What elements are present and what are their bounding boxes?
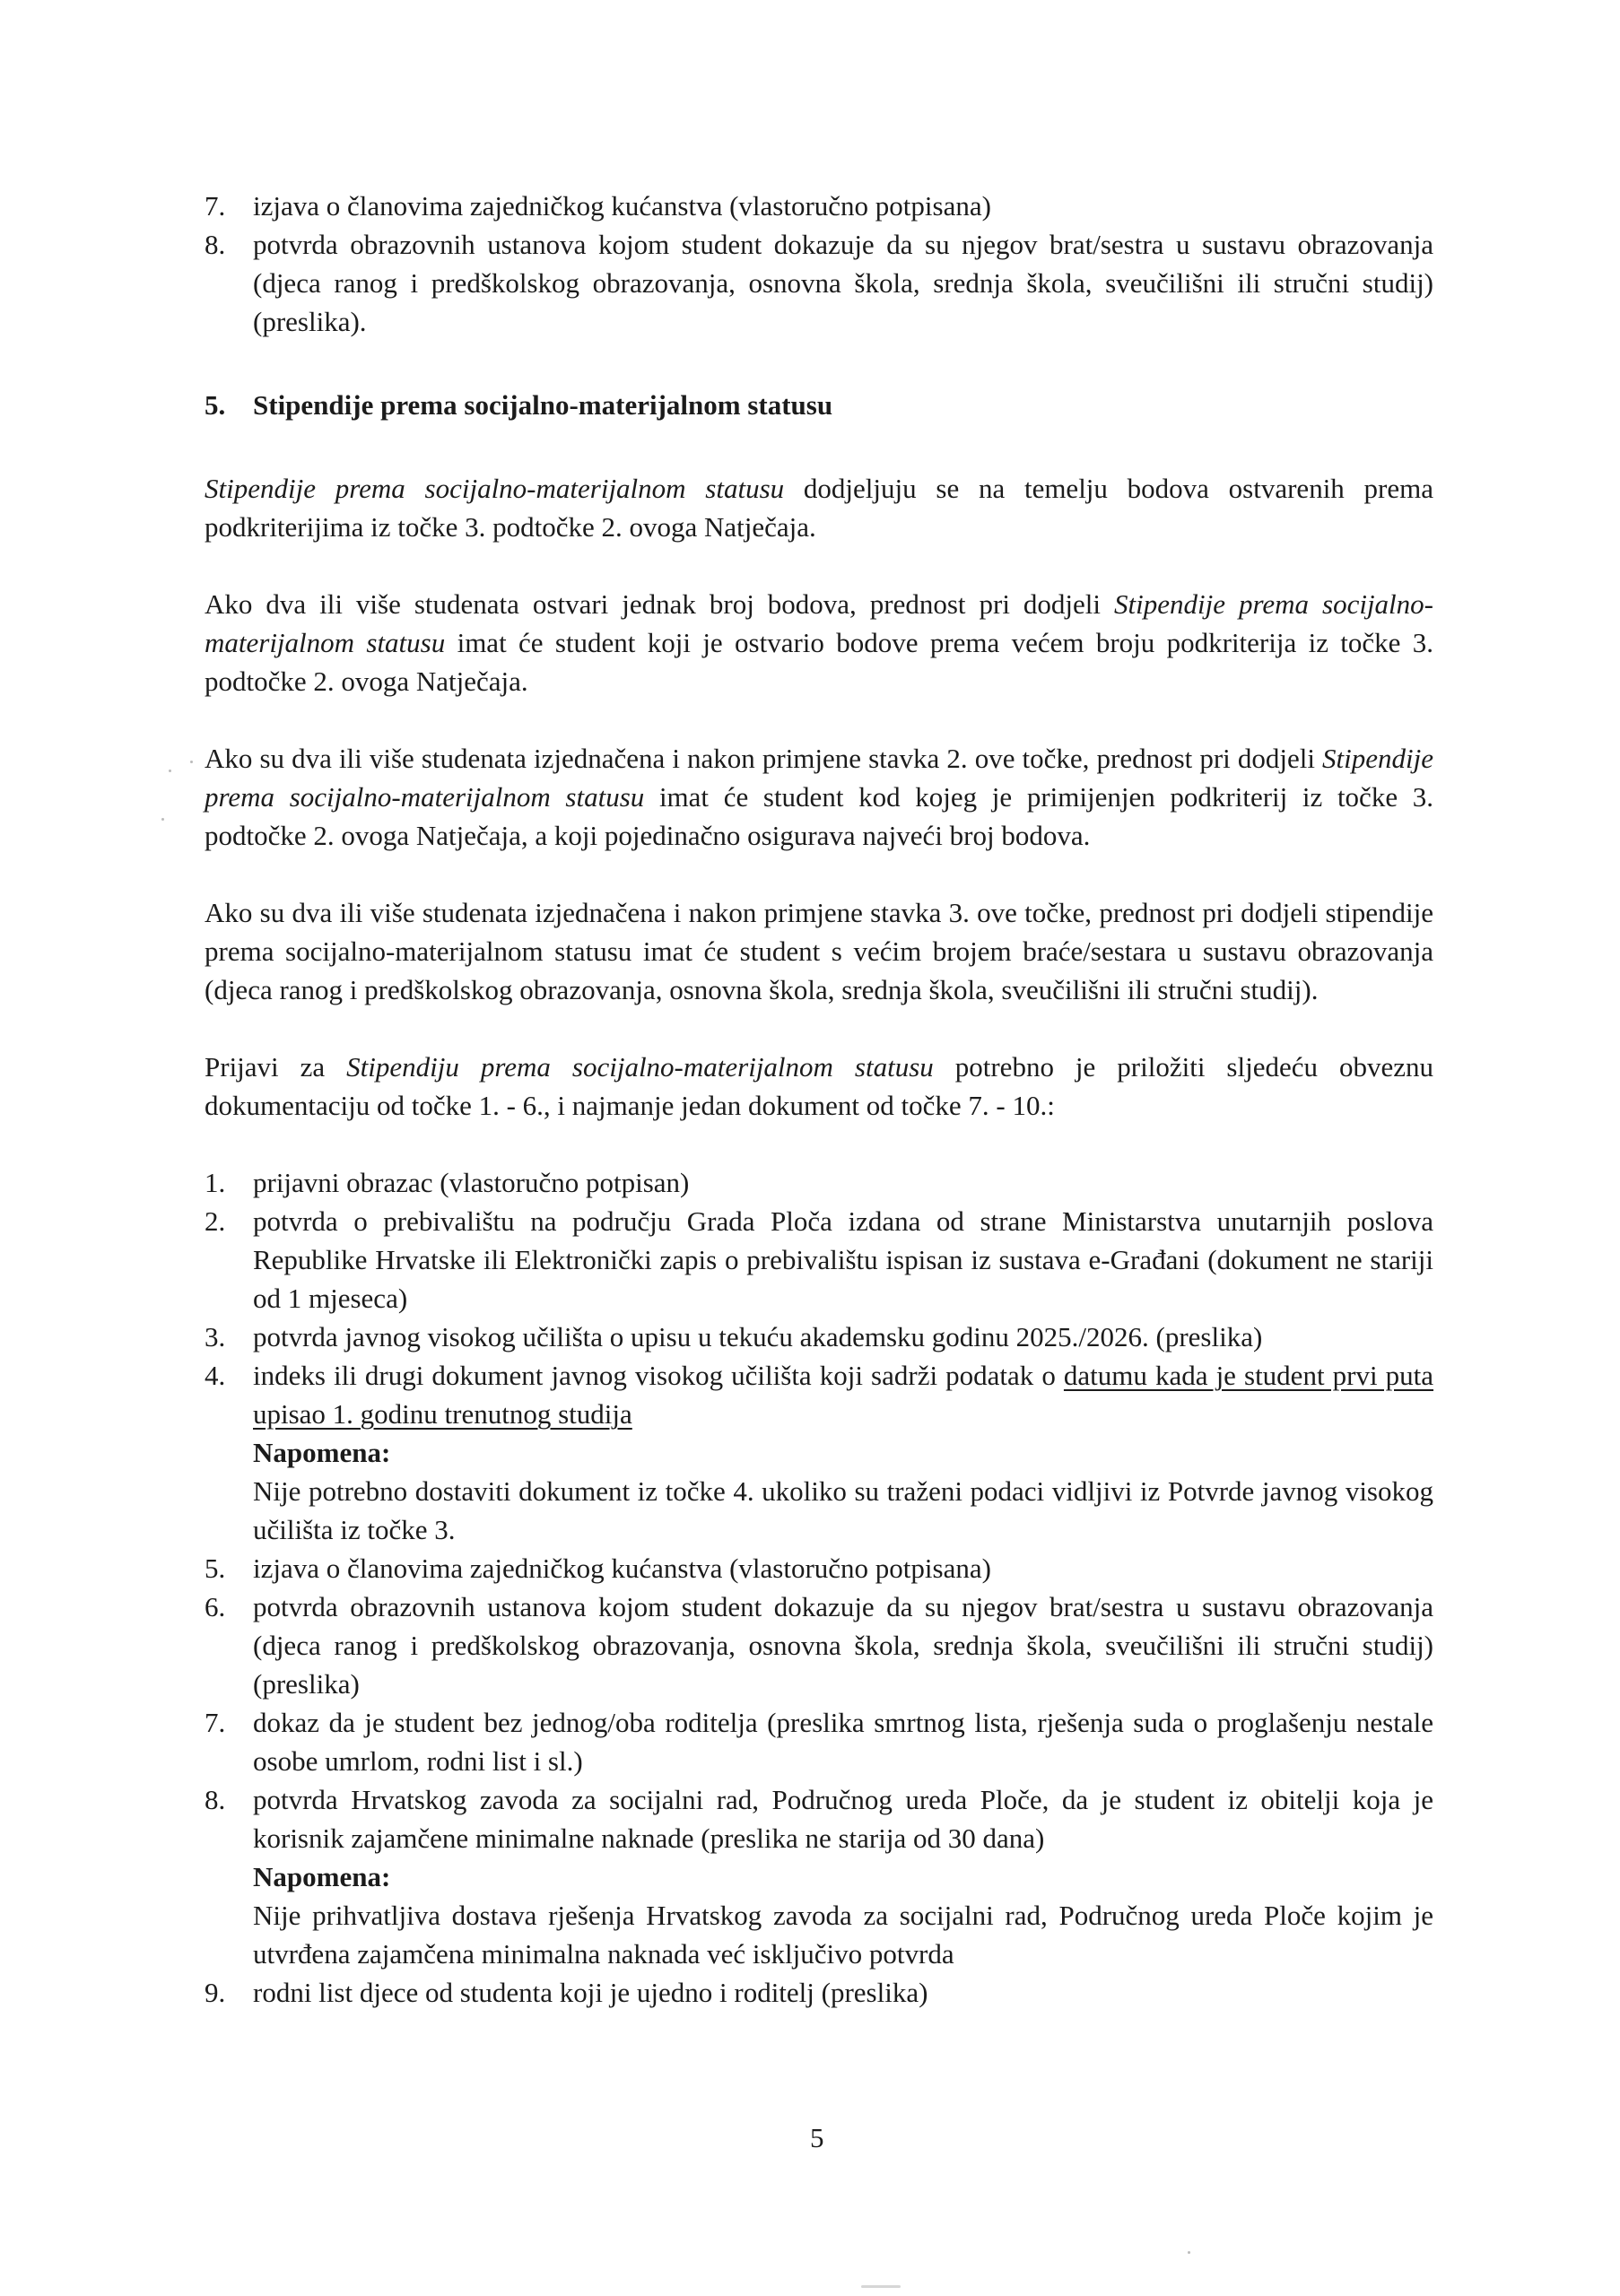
document-page bbox=[205, 187, 1433, 2012]
list-text: potvrda javnog visokog učilišta o upisu u tekuću akademsku godinu 2025./2026. (preslika) bbox=[253, 1321, 1263, 1352]
italic-term: Stipendije prema socijalno-materijalnom statusu bbox=[205, 473, 785, 504]
scan-speck bbox=[169, 770, 171, 772]
italic-term: Stipendije prema socijalno-materijalnom statusu bbox=[205, 588, 1433, 658]
list-number: 8. bbox=[205, 229, 226, 260]
list-number: 1. bbox=[205, 1167, 226, 1198]
note-label: Napomena: bbox=[253, 1437, 391, 1468]
paragraph-text: imat će student koji je ostvario bodove prema većem broju podkriterija iz točke 3. podtočke 2. ovoga Natječaja. bbox=[205, 627, 1434, 697]
list-text: prijavni obrazac (vlastoručno potpisan) bbox=[253, 1167, 690, 1198]
list-item bbox=[205, 1780, 1433, 1973]
list-text: indeks ili drugi dokument javnog visokog učilišta koji sadrži podatak o bbox=[253, 1360, 1064, 1391]
section-heading bbox=[205, 386, 1433, 424]
list-item bbox=[205, 1318, 1433, 1356]
scan-speck bbox=[161, 818, 164, 821]
scan-speck bbox=[190, 761, 193, 763]
list-item bbox=[205, 1703, 1433, 1780]
underlined-text: datumu kada je student prvi puta upisao 1. godinu trenutnog studija bbox=[253, 1360, 1434, 1430]
italic-term: Stipendiju prema socijalno-materijalnom statusu bbox=[346, 1051, 934, 1083]
list-item bbox=[205, 225, 1433, 341]
list-text: potvrda obrazovnih ustanova kojom student dokazuje da su njegov brat/sestra u sustavu obrazovanja (djeca ranog i predškolskog obrazovanja, osnovna škola, srednja škola, sveučilišni ili stručni studij) (preslika). bbox=[253, 229, 1433, 337]
list-text: rodni list djece od studenta koji je ujedno i roditelj (preslika) bbox=[253, 1977, 928, 2008]
list-text: izjava o članovima zajedničkog kućanstva (vlastoručno potpisana) bbox=[253, 1552, 991, 1584]
list-item bbox=[205, 187, 1433, 225]
scan-speck bbox=[1188, 2251, 1190, 2254]
list-text: potvrda obrazovnih ustanova kojom student dokazuje da su njegov brat/sestra u sustavu obrazovanja (djeca ranog i predškolskog obrazovanja, osnovna škola, srednja škola, sveučilišni ili stručni studij) (preslika) bbox=[253, 1591, 1433, 1700]
list-item bbox=[205, 1163, 1433, 1202]
scan-artifact bbox=[861, 2285, 901, 2288]
paragraph-tiebreak-1 bbox=[205, 585, 1433, 700]
continued-document-list bbox=[205, 187, 1433, 341]
section-title: Stipendije prema socijalno-materijalnom statusu bbox=[253, 389, 833, 421]
list-number: 2. bbox=[205, 1205, 226, 1237]
list-item bbox=[205, 1202, 1433, 1318]
list-text: izjava o članovima zajedničkog kućanstva (vlastoručno potpisana) bbox=[253, 190, 991, 222]
list-number: 4. bbox=[205, 1360, 226, 1391]
list-number: 6. bbox=[205, 1591, 226, 1622]
paragraph-tiebreak-3 bbox=[205, 893, 1433, 1009]
list-text: dokaz da je student bez jednog/oba roditelja (preslika smrtnog lista, rješenja suda o proglašenju nestale osobe umrlom, rodni list i sl.) bbox=[253, 1707, 1433, 1777]
note-label: Napomena: bbox=[253, 1861, 391, 1892]
list-item bbox=[205, 1973, 1433, 2012]
paragraph-award-basis bbox=[205, 469, 1433, 546]
note-text: Nije prihvatljiva dostava rješenja Hrvatskog zavoda za socijalni rad, Područnog ureda Ploče kojim je utvrđena zajamčena minimalna naknada već isključivo potvrda bbox=[253, 1900, 1433, 1970]
list-number: 5. bbox=[205, 1552, 226, 1584]
list-number: 3. bbox=[205, 1321, 226, 1352]
list-text: potvrda Hrvatskog zavoda za socijalni rad, Područnog ureda Ploče, da je student iz obitelji koja je korisnik zajamčene minimalne naknade (preslika ne starija od 30 dana) bbox=[253, 1784, 1433, 1854]
italic-term: Stipendije prema socijalno-materijalnom statusu bbox=[205, 743, 1433, 813]
list-item bbox=[205, 1356, 1433, 1549]
list-item bbox=[205, 1587, 1433, 1703]
paragraph-tiebreak-2 bbox=[205, 739, 1433, 855]
paragraph-text: dodjeljuju se na temelju bodova ostvarenih prema podkriterijima iz točke 3. podtočke 2. ovoga Natječaja. bbox=[205, 473, 1434, 543]
paragraph-text: imat će student kod kojeg je primijenjen podkriterij iz točke 3. podtočke 2. ovoga Natječaja, a koji pojedinačno osigurava najveći broj bodova. bbox=[205, 781, 1433, 851]
page-number: 5 bbox=[810, 2122, 824, 2153]
paragraph-text: Ako dva ili više studenata ostvari jednak broj bodova, prednost pri dodjeli bbox=[205, 588, 1115, 620]
list-number: 8. bbox=[205, 1784, 226, 1815]
list-number: 7. bbox=[205, 1707, 226, 1738]
list-text: potvrda o prebivalištu na području Grada Ploča izdana od strane Ministarstva unutarnjih poslova Republike Hrvatske ili Elektronički zapis o prebivalištu ispisan iz sustava e-Građani (dokument ne stariji od 1 mjeseca) bbox=[253, 1205, 1433, 1314]
note-text: Nije potrebno dostaviti dokument iz točke 4. ukoliko su traženi podaci vidljivi iz Potvrde javnog visokog učilišta iz točke 3. bbox=[253, 1475, 1433, 1545]
paragraph-text: Prijavi za bbox=[205, 1051, 347, 1083]
list-number: 9. bbox=[205, 1977, 226, 2008]
paragraph-text: potrebno je priložiti sljedeću obveznu dokumentaciju od točke 1. - 6., i najmanje jedan dokument od točke 7. - 10.: bbox=[205, 1051, 1433, 1121]
paragraph-required-docs bbox=[205, 1048, 1433, 1125]
list-item bbox=[205, 1549, 1433, 1587]
required-documents-list bbox=[205, 1163, 1433, 2012]
list-number: 7. bbox=[205, 190, 226, 222]
section-number: 5. bbox=[205, 389, 226, 421]
paragraph-text: Ako su dva ili više studenata izjednačena i nakon primjene stavka 2. ove točke, prednost pri dodjeli bbox=[205, 743, 1323, 774]
paragraph-text: Ako su dva ili više studenata izjednačena i nakon primjene stavka 3. ove točke, prednost pri dodjeli stipendije prema socijalno-materijalnom statusu imat će student s većim brojem braće/sestara u sustavu obrazovanja (djeca ranog i predškolskog obrazovanja, osnovna škola, srednja škola, sveučilišni ili stručni studij). bbox=[205, 897, 1433, 1005]
